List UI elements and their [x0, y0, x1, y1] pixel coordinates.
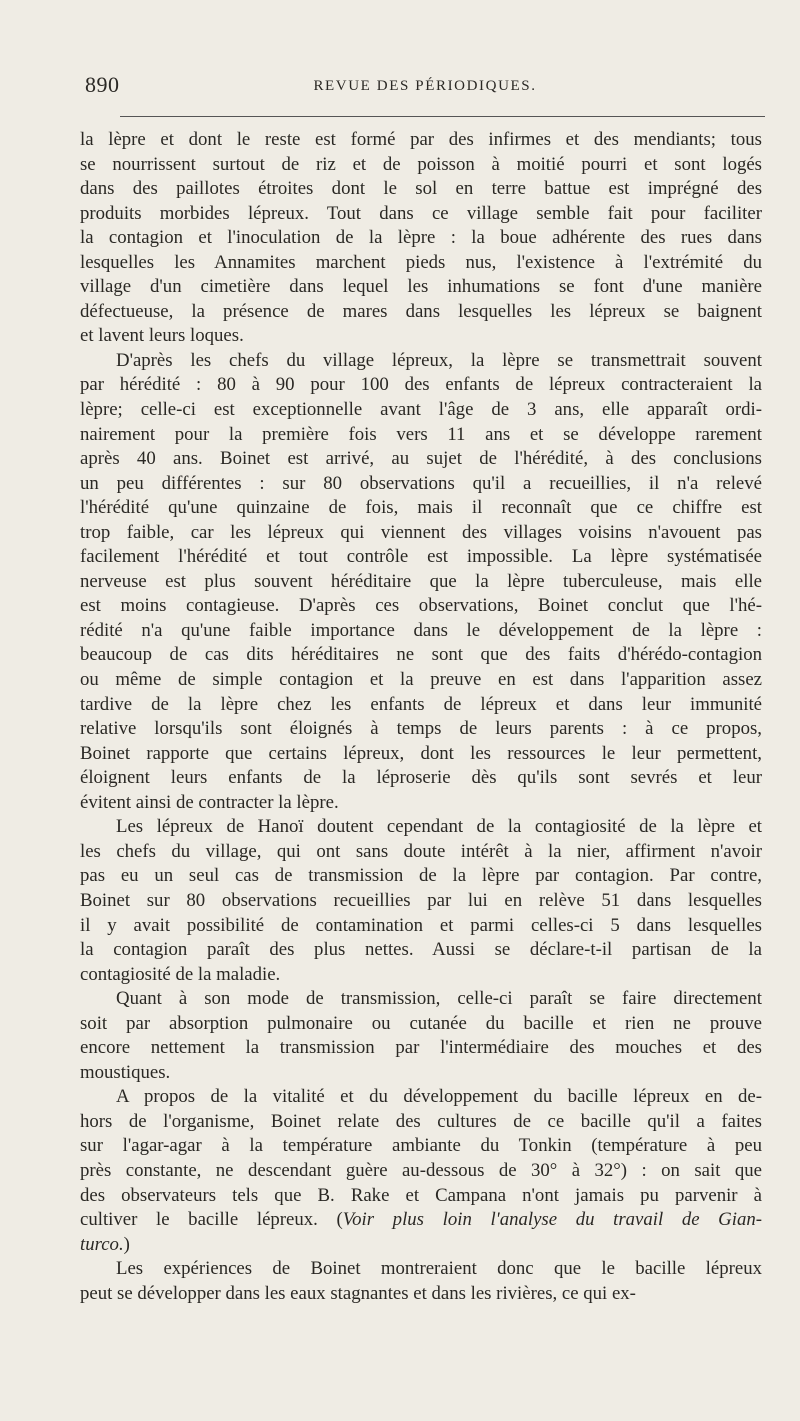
- text-line: évitent ainsi de contracter la lèpre.: [80, 791, 339, 813]
- paragraph: [80, 987, 762, 1085]
- text-line: nairement pour la première fois vers 11 ans et se développe rarement: [80, 423, 762, 445]
- italic-reference-cont: turco.: [80, 1233, 124, 1255]
- text-line: encore nettement la transmission par l'intermédiaire des mouches et des: [80, 1037, 762, 1059]
- text-line: hors de l'organisme, Boinet relate des cultures de ce bacille qu'il a faites: [80, 1110, 762, 1132]
- text-line: peut se développer dans les eaux stagnantes et dans les rivières, ce qui ex-: [80, 1282, 636, 1304]
- header-rule: [120, 116, 765, 117]
- text-line: et lavent leurs loques.: [80, 325, 244, 347]
- body-text: [80, 128, 762, 1306]
- text-line: [80, 1233, 762, 1258]
- text-line: A propos de la vitalité et du développement du bacille lépreux en de-: [116, 1086, 762, 1108]
- text-line: relative lorsqu'ils sont éloignés à temps de leurs parents : à ce propos,: [80, 718, 762, 740]
- text-line: les chefs du village, qui ont sans doute intérêt à la nier, affirment n'avoir: [80, 840, 762, 862]
- paragraph: [80, 815, 762, 987]
- text-line: l'hérédité qu'une quinzaine de fois, mais il reconnaît que ce chiffre est: [80, 497, 762, 519]
- text-line: après 40 ans. Boinet est arrivé, au sujet de l'hérédité, à des conclusions: [80, 448, 762, 470]
- text-line: un peu différentes : sur 80 observations qu'il a recueillies, il n'a relevé: [80, 472, 762, 494]
- text-line: trop faible, car les lépreux qui viennent des villages voisins n'avouent pas: [80, 521, 762, 543]
- text-line: la contagion paraît des plus nettes. Aussi se déclare-t-il partisan de la: [80, 939, 762, 961]
- text-line: il y avait possibilité de contamination et parmi celles-ci 5 dans lesquelles: [80, 914, 762, 936]
- text-line: lèpre; celle-ci est exceptionnelle avant l'âge de 3 ans, elle apparaît ordi-: [80, 399, 762, 421]
- text-line: est moins contagieuse. D'après ces observations, Boinet conclut que l'hé-: [80, 595, 762, 617]
- text-line: Boinet sur 80 observations recueillies par lui en relève 51 dans lesquelles: [80, 889, 762, 911]
- text-line: facilement l'hérédité et tout contrôle est impossible. La lèpre systématisée: [80, 546, 762, 568]
- text-line: produits morbides lépreux. Tout dans ce village semble fait pour faciliter: [80, 202, 762, 224]
- text-line: par hérédité : 80 à 90 pour 100 des enfants de lépreux contracteraient la: [80, 374, 762, 396]
- paragraph: [80, 1257, 762, 1306]
- text-line: la contagion et l'inoculation de la lèpre : la boue adhérente des rues dans: [80, 227, 762, 249]
- text-line: éloignent leurs enfants de la léproserie dès qu'ils sont sevrés et leur: [80, 767, 762, 789]
- running-title: REVUE DES PÉRIODIQUES.: [313, 78, 537, 94]
- text-line: Quant à son mode de transmission, celle-ci paraît se faire directement: [116, 988, 762, 1010]
- text-line: village d'un cimetière dans lequel les inhumations se font d'une manière: [80, 276, 762, 298]
- page-header: [85, 72, 765, 106]
- text-line: D'après les chefs du village lépreux, la lèpre se transmettrait souvent: [116, 349, 762, 371]
- text-line: beaucoup de cas dits héréditaires ne sont que des faits d'hérédo-contagion: [80, 644, 762, 666]
- text-line: des observateurs tels que B. Rake et Campana n'ont jamais pu parvenir à: [80, 1184, 762, 1206]
- text-line: Les expériences de Boinet montreraient donc que le bacille lépreux: [116, 1258, 762, 1280]
- text-line: rédité n'a qu'une faible importance dans le développement de la lèpre :: [80, 619, 762, 641]
- text-line: défectueuse, la présence de mares dans lesquelles les lépreux se baignent: [80, 300, 762, 322]
- paragraph: [80, 128, 762, 349]
- text-line: [80, 1208, 762, 1233]
- text-line: nerveuse est plus souvent héréditaire que la lèpre tuberculeuse, mais elle: [80, 570, 762, 592]
- text-line: sur l'agar-agar à la température ambiante du Tonkin (température à peu: [80, 1135, 762, 1157]
- text-run: cultiver le bacille lépreux. (: [80, 1209, 343, 1231]
- text-line: soit par absorption pulmonaire ou cutanée du bacille et rien ne prouve: [80, 1012, 762, 1034]
- paragraph: [80, 1085, 762, 1257]
- text-line: ou même de simple contagion et la preuve en est dans l'apparition assez: [80, 669, 762, 691]
- text-line: moustiques.: [80, 1061, 171, 1083]
- text-line: la lèpre et dont le reste est formé par des infirmes et des mendiants; tous: [80, 129, 762, 150]
- text-line: tardive de la lèpre chez les enfants de lépreux et dans leur immunité: [80, 693, 762, 715]
- italic-reference: Voir plus loin l'analyse du travail de Gian-: [342, 1209, 762, 1231]
- text-line: se nourrissent surtout de riz et de poisson à moitié pourri et sont logés: [80, 153, 762, 175]
- text-line: Les lépreux de Hanoï doutent cependant de la contagiosité de la lèpre et: [116, 816, 762, 838]
- page-number: 890: [85, 72, 120, 97]
- text-line: dans des paillotes étroites dont le sol en terre battue est imprégné des: [80, 178, 762, 200]
- text-line: pas eu un seul cas de transmission de la lèpre par contagion. Par contre,: [80, 865, 762, 887]
- text-line: Boinet rapporte que certains lépreux, dont les ressources le leur permettent,: [80, 742, 762, 764]
- text-line: contagiosité de la maladie.: [80, 963, 281, 985]
- text-line: près constante, ne descendant guère au-dessous de 30° à 32°) : on sait que: [80, 1159, 762, 1181]
- paragraph: [80, 349, 762, 815]
- text-run: ): [123, 1233, 130, 1255]
- text-line: lesquelles les Annamites marchent pieds nus, l'existence à l'extrémité du: [80, 251, 762, 273]
